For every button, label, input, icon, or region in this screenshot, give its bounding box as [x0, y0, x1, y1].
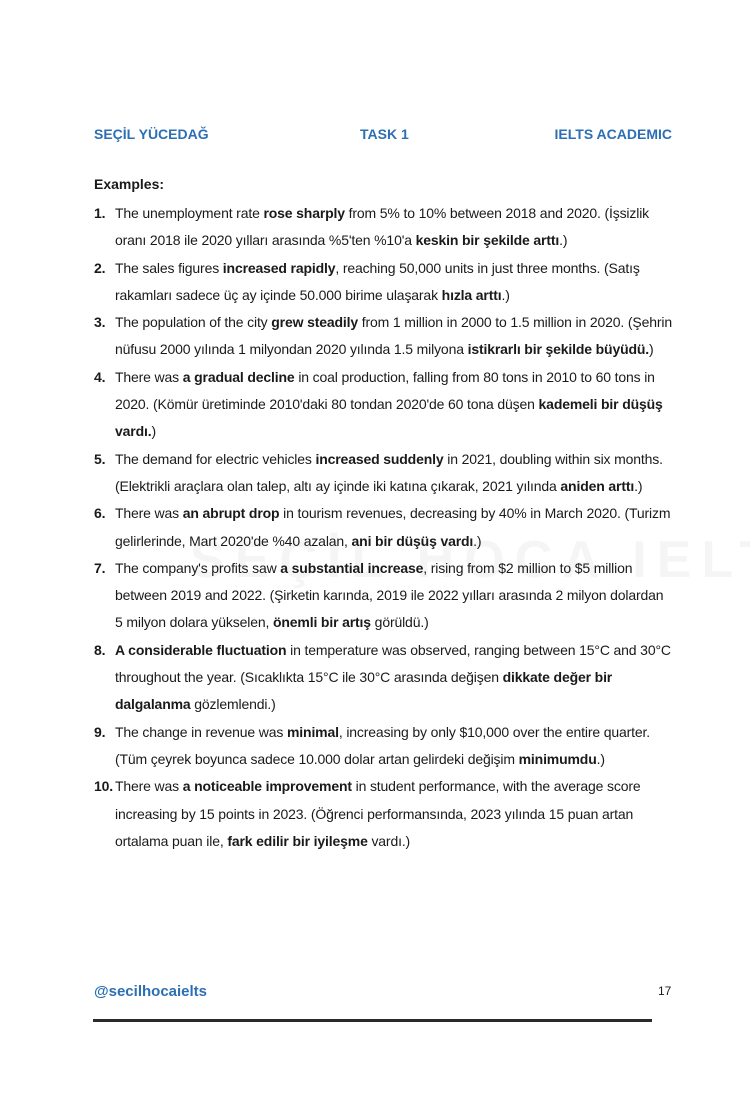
page-header: [94, 126, 672, 146]
example-text: in student performance, with the average score increasing by 15 points in 2023. (Öğrenci performansında, 2023 yılında 15 puan artan ortalama puan ile,: [115, 778, 641, 849]
highlighted-phrase: rose sharply: [263, 205, 345, 221]
highlighted-phrase: a gradual decline: [182, 368, 295, 385]
highlighted-phrase: A considerable fluctuation: [115, 641, 287, 658]
example-text: from 5% to 10% between 2018 and 2020. (İşsizlik oranı 2018 ile 2020 yılları arasında %5'ten %10'a: [115, 205, 650, 249]
header-author: SEÇİL YÜCEDAĞ: [94, 126, 209, 142]
example-text: The company's profits saw: [115, 559, 281, 576]
example-number: 5.: [94, 450, 106, 467]
example-number: 4.: [94, 368, 106, 385]
example-text: There was: [115, 368, 183, 385]
highlighted-phrase: a noticeable improvement: [182, 778, 352, 795]
example-number: 2.: [94, 259, 106, 276]
highlighted-phrase: keskin bir şekilde arttı: [415, 232, 560, 249]
highlighted-phrase: an abrupt drop: [182, 505, 280, 522]
example-item: [94, 446, 674, 501]
example-number: 7.: [94, 559, 106, 576]
example-item: [94, 773, 674, 855]
highlighted-phrase: istikrarlı bir şekilde büyüdü.: [467, 341, 650, 358]
example-text: görüldü.): [370, 614, 429, 631]
example-text: The population of the city: [115, 314, 272, 331]
example-text: .): [596, 750, 605, 767]
example-item: [94, 555, 674, 637]
highlighted-phrase: önemli bir artış: [272, 614, 371, 631]
example-number: 9.: [94, 723, 106, 740]
highlighted-phrase: hızla arttı: [441, 286, 502, 303]
examples-list: [94, 200, 674, 855]
example-text: , reaching 50,000 units in just three months. (Satış rakamları sadece üç ay içinde 50.000 birime ulaşarak: [115, 259, 640, 303]
example-number: 8.: [94, 641, 106, 658]
example-text: from 1 million in 2000 to 1.5 million in 2020. (Şehrin nüfusu 2000 yılında 1 milyondan 2020 yılında 1.5 milyona: [115, 314, 672, 358]
example-text: .): [473, 532, 482, 549]
example-text: ): [649, 341, 654, 358]
example-text: , rising from $2 million to $5 million between 2019 and 2022. (Şirketin karında, 2019 ile 2022 yılları arasında 2 milyon dolardan 5 milyon dolara yükselen,: [115, 559, 664, 631]
example-text: in tourism revenues, decreasing by 40% in March 2020. (Turizm gelirlerinde, Mart 2020'de %40 azalan,: [115, 505, 671, 549]
highlighted-phrase: increased suddenly: [315, 450, 444, 467]
footer-divider: [93, 1019, 652, 1022]
example-item: [94, 500, 674, 555]
example-item: [94, 637, 674, 719]
example-text: The demand for electric vehicles: [115, 450, 316, 467]
highlighted-phrase: minimal: [287, 723, 339, 740]
example-text: in coal production, falling from 80 tons in 2010 to 60 tons in 2020. (Kömür üretiminde 2010'daki 80 tondan 2020'de 60 tona düşen: [115, 368, 655, 413]
example-text: .): [501, 286, 510, 303]
highlighted-phrase: fark edilir bir iyileşme: [227, 832, 368, 849]
example-text: , increasing by only $10,000 over the entire quarter. (Tüm çeyrek boyunca sadece 10.000 dolar artan gelirdeki değişim: [115, 723, 650, 767]
highlighted-phrase: increased rapidly: [222, 259, 336, 276]
example-text: gözlemlendi.): [190, 696, 276, 713]
highlighted-phrase: kademeli bir düşüş vardı.: [115, 396, 663, 440]
example-text: The change in revenue was: [115, 723, 287, 740]
example-text: vardı.): [367, 832, 411, 849]
example-text: .): [559, 232, 568, 249]
example-number: 10.: [94, 778, 114, 795]
example-item: [94, 364, 674, 446]
highlighted-phrase: dikkate değer bir dalgalanma: [115, 669, 613, 713]
highlighted-phrase: ani bir düşüş vardı: [351, 532, 474, 549]
example-number: 3.: [94, 314, 106, 331]
examples-heading: Examples:: [94, 176, 165, 192]
example-text: in temperature was observed, ranging between 15°C and 30°C throughout the year. (Sıcaklıkta 15°C ile 30°C arasında değişen: [115, 641, 671, 686]
highlighted-phrase: a substantial increase: [280, 559, 424, 576]
example-item: [94, 200, 674, 255]
example-text: in 2021, doubling within six months. (Elektrikli araçlara olan talep, altı ay içinde iki katına çıkarak, 2021 yılında: [115, 450, 663, 494]
example-text: .): [634, 477, 643, 494]
header-task: TASK 1: [360, 126, 409, 142]
highlighted-phrase: aniden arttı: [560, 477, 635, 494]
example-text: There was: [115, 505, 183, 522]
example-item: [94, 719, 674, 774]
example-text: ): [151, 423, 156, 440]
highlighted-phrase: grew steadily: [271, 314, 359, 331]
example-text: The sales figures: [115, 259, 223, 276]
example-number: 6.: [94, 505, 106, 522]
example-number: 1.: [94, 205, 106, 221]
example-item: [94, 255, 674, 310]
example-text: The unemployment rate: [115, 205, 264, 221]
page-number: 17: [658, 984, 672, 998]
highlighted-phrase: minimumdu: [518, 750, 597, 767]
example-text: There was: [115, 778, 183, 795]
header-exam: IELTS ACADEMIC: [554, 126, 672, 142]
example-item: [94, 309, 674, 364]
social-handle: @secilhocaielts: [94, 983, 208, 1000]
